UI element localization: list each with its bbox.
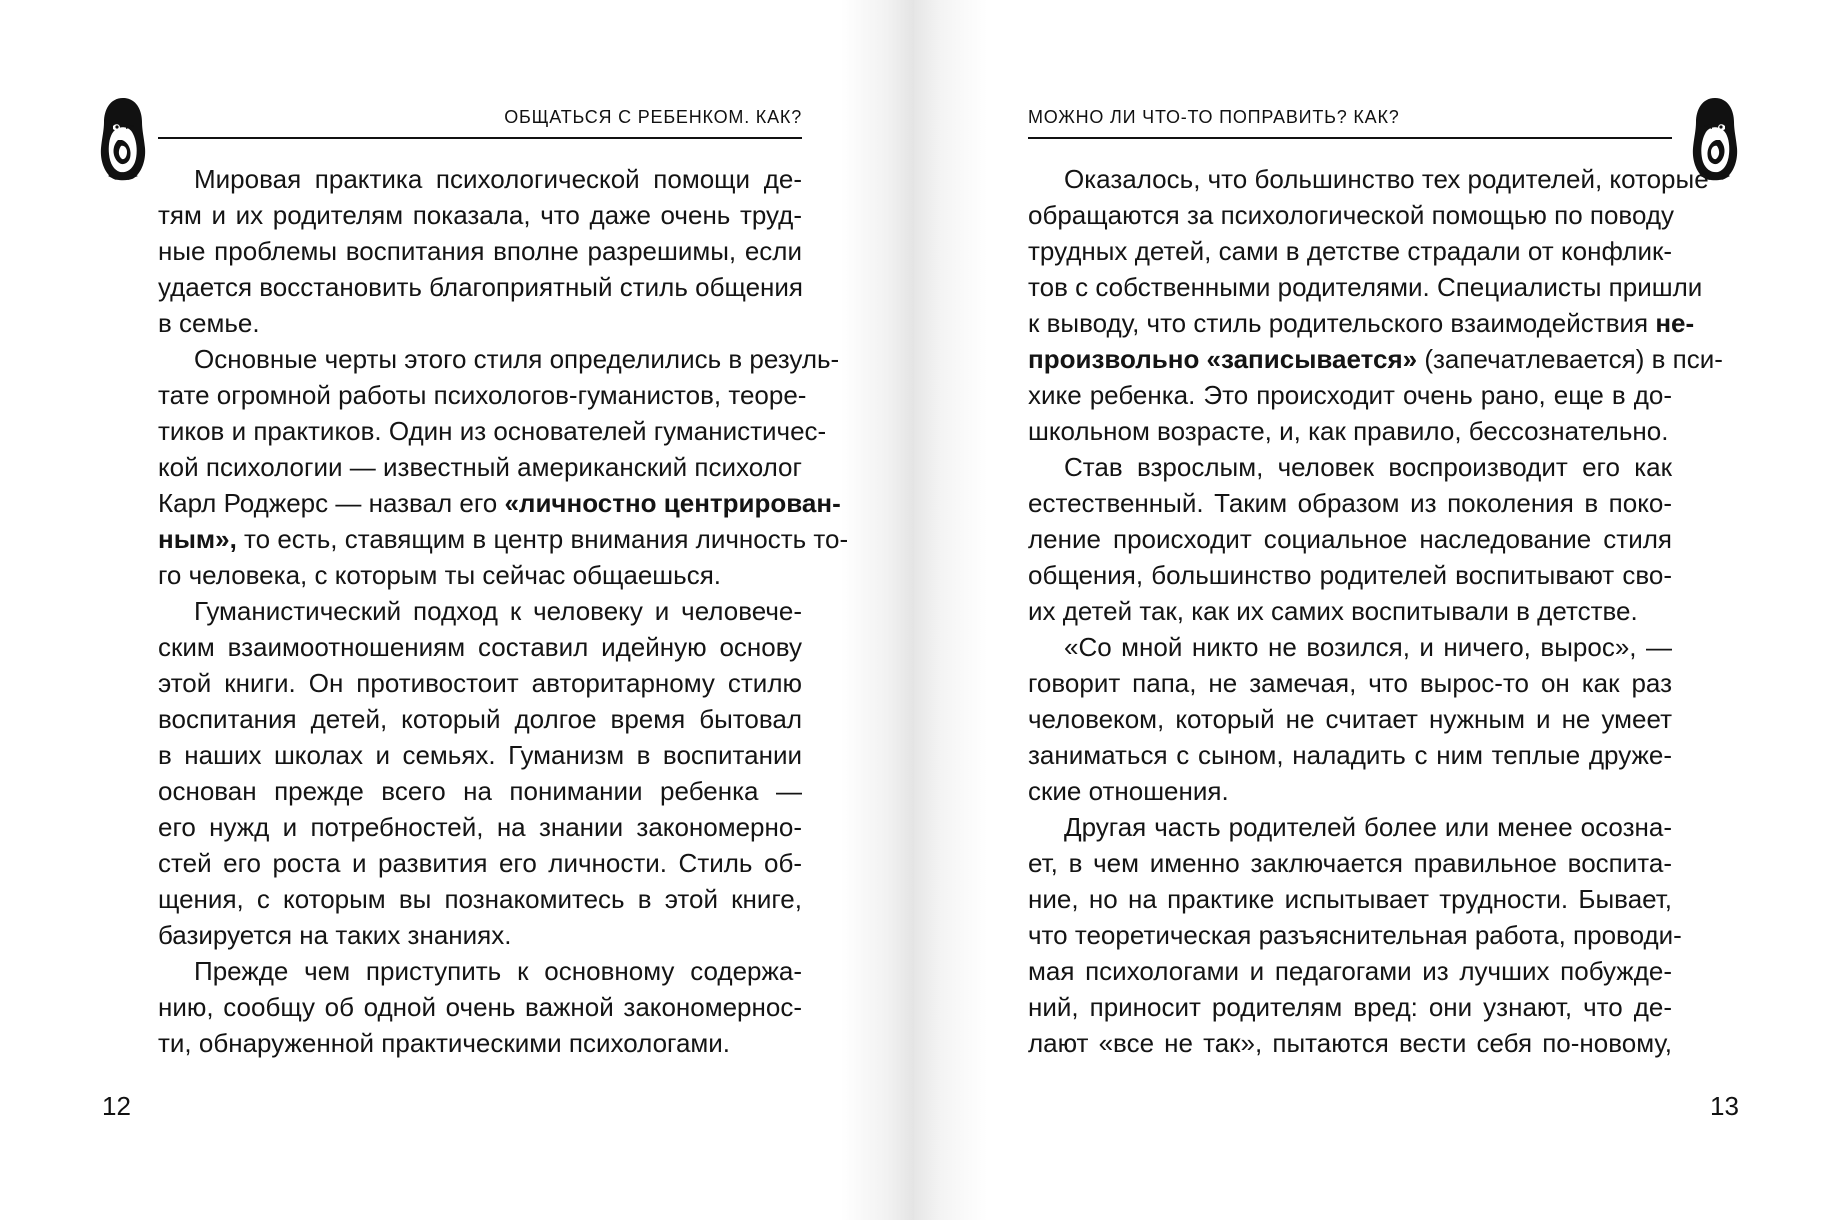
text-line (158, 629, 802, 665)
text-run: человеком, который не считает нужным и не умеет (1028, 704, 1672, 734)
text-line (158, 917, 802, 953)
text-run: ти, обнаруженной практическими психологами. (158, 1028, 731, 1058)
text-run: Гуманистический подход к человеку и человече- (194, 596, 802, 626)
text-run: ление происходит социальное наследование стиля (1028, 524, 1672, 554)
text-run: Мировая практика психологической помощи де- (194, 164, 802, 194)
page-body-text (1028, 161, 1723, 1061)
text-run: в наших школах и семьях. Гуманизм в воспитании (158, 740, 802, 770)
text-line (1028, 341, 1723, 377)
bold-text-run: не- (1655, 308, 1695, 338)
text-line (1028, 557, 1672, 593)
running-head: ОБЩАТЬСЯ С РЕБЕНКОМ. КАК? (504, 107, 802, 127)
text-line (1028, 593, 1672, 629)
text-line (1028, 521, 1672, 557)
text-line (158, 701, 802, 737)
text-line (158, 197, 802, 233)
text-line (1028, 161, 1709, 197)
text-line (1028, 809, 1672, 845)
running-head: МОЖНО ЛИ ЧТО-ТО ПОПРАВИТЬ? КАК? (1028, 107, 1400, 127)
text-line (1028, 197, 1675, 233)
text-line (158, 665, 802, 701)
text-run: тате огромной работы психологов-гуманистов, теоре- (158, 380, 807, 410)
text-run: естественный. Таким образом из поколения в поко- (1028, 488, 1672, 518)
bold-text-run: «личностно центрирован- (504, 488, 841, 518)
text-run: к выводу, что стиль родительского взаимодействия (1028, 308, 1656, 338)
text-line (1028, 629, 1672, 665)
text-run: хике ребенка. Это происходит очень рано, еще в до- (1028, 380, 1672, 410)
text-line (158, 449, 802, 485)
text-line (158, 341, 840, 377)
text-run: тов с собственными родителями. Специалисты пришли (1028, 272, 1703, 302)
text-line (1028, 233, 1672, 269)
page-body-text (158, 161, 849, 1061)
bold-text-run: ным», (158, 524, 237, 554)
text-run: Прежде чем приступить к основному содержа- (194, 956, 802, 986)
text-line (1028, 917, 1682, 953)
text-run: кой психологии — известный американский психолог (158, 452, 802, 482)
text-run: ским взаимоотношениям составил идейную основу (158, 632, 802, 662)
text-line (158, 881, 802, 917)
text-line (158, 233, 802, 269)
text-run: ские отношения. (1028, 776, 1229, 806)
text-line (1028, 269, 1703, 305)
text-line (158, 773, 802, 809)
text-line (158, 269, 802, 305)
text-run: ет, в чем именно заключается правильное воспита- (1028, 848, 1672, 878)
text-line (158, 953, 802, 989)
text-line (158, 305, 802, 341)
text-run: трудных детей, сами в детстве страдали от конфлик- (1028, 236, 1672, 266)
bold-text-run: произвольно «записывается» (1028, 344, 1418, 374)
text-run: ний, приносит родителям вред: они узнают, что де- (1028, 992, 1672, 1022)
text-run: в семье. (158, 308, 260, 338)
text-run: «Со мной никто не возился, и ничего, вырос», — (1064, 632, 1672, 662)
text-run: Основные черты этого стиля определились в резуль- (194, 344, 840, 374)
text-run: их детей так, как их самих воспитывали в детстве. (1028, 596, 1638, 626)
text-line (1028, 989, 1672, 1025)
text-run: удается восстановить благоприятный стиль общения (158, 272, 803, 302)
text-run: обращаются за психологической помощью по поводу (1028, 200, 1675, 230)
text-run: го человека, с которым ты сейчас общаешься. (158, 560, 721, 590)
text-run: его нужд и потребностей, на знании закономерно- (158, 812, 802, 842)
text-run: Став взрослым, человек воспроизводит его как (1064, 452, 1672, 482)
text-run: нию, сообщу об одной очень важной закономернос- (158, 992, 802, 1022)
text-run: базируется на таких знаниях. (158, 920, 512, 950)
text-line (158, 593, 802, 629)
text-line (1028, 305, 1695, 341)
header-rule (158, 137, 802, 139)
text-run: заниматься с сыном, наладить с ним теплые друже- (1028, 740, 1672, 770)
text-line (1028, 881, 1672, 917)
text-run: общения, большинство родителей воспитывают сво- (1028, 560, 1672, 590)
text-run: Карл Роджерс — назвал его (158, 488, 505, 518)
text-run: ние, но на практике испытывает трудности. Бывает, (1028, 884, 1672, 914)
text-run: то есть, ставящим в центр внимания личность то- (236, 524, 849, 554)
text-run: мая психологами и педагогами из лучших побужде- (1028, 956, 1672, 986)
page-number: 13 (1710, 1091, 1739, 1121)
text-line (158, 809, 802, 845)
text-run: воспитания детей, который долгое время бытовал (158, 704, 802, 734)
text-run: тиков и практиков. Один из основателей гуманистичес- (158, 416, 827, 446)
text-run: ные проблемы воспитания вполне разрешимы, если (158, 236, 802, 266)
text-line (158, 161, 802, 197)
text-run: лают «все не так», пытаются вести себя по-новому, (1028, 1028, 1672, 1058)
text-line (1028, 377, 1672, 413)
text-run: Оказалось, что большинство тех родителей, которые (1064, 164, 1709, 194)
text-run: школьном возрасте, и, как правило, бессознательно. (1028, 416, 1669, 446)
text-line (1028, 953, 1672, 989)
text-run: щения, с которым вы познакомитесь в этой книге, (158, 884, 802, 914)
text-line (1028, 665, 1672, 701)
text-run: Другая часть родителей более или менее осозна- (1064, 812, 1672, 842)
text-run: говорит папа, не замечая, что вырос-то он как раз (1028, 668, 1672, 698)
text-run: (запечатлевается) в пси- (1417, 344, 1723, 374)
text-line (1028, 449, 1672, 485)
text-line (158, 845, 802, 881)
text-line (158, 521, 849, 557)
text-line (158, 989, 802, 1025)
text-line (1028, 413, 1672, 449)
page-number: 12 (102, 1091, 131, 1121)
text-run: что теоретическая разъяснительная работа, проводи- (1028, 920, 1682, 950)
text-line (158, 1025, 802, 1061)
text-line (158, 485, 841, 521)
penguin-icon (98, 96, 148, 182)
text-line (158, 737, 802, 773)
text-line (1028, 845, 1672, 881)
text-line (1028, 701, 1672, 737)
text-run: основан прежде всего на понимании ребенка — (158, 776, 802, 806)
text-line (1028, 773, 1672, 809)
text-line (1028, 485, 1672, 521)
text-line (1028, 737, 1672, 773)
text-line (158, 413, 827, 449)
text-line (1028, 1025, 1672, 1061)
text-line (158, 377, 807, 413)
text-run: этой книги. Он противостоит авторитарному стилю (158, 668, 802, 698)
text-run: тям и их родителям показала, что даже очень труд- (158, 200, 802, 230)
text-run: стей его роста и развития его личности. Стиль об- (158, 848, 802, 878)
text-line (158, 557, 802, 593)
right-page (914, 0, 1828, 1220)
header-rule (1028, 137, 1672, 139)
